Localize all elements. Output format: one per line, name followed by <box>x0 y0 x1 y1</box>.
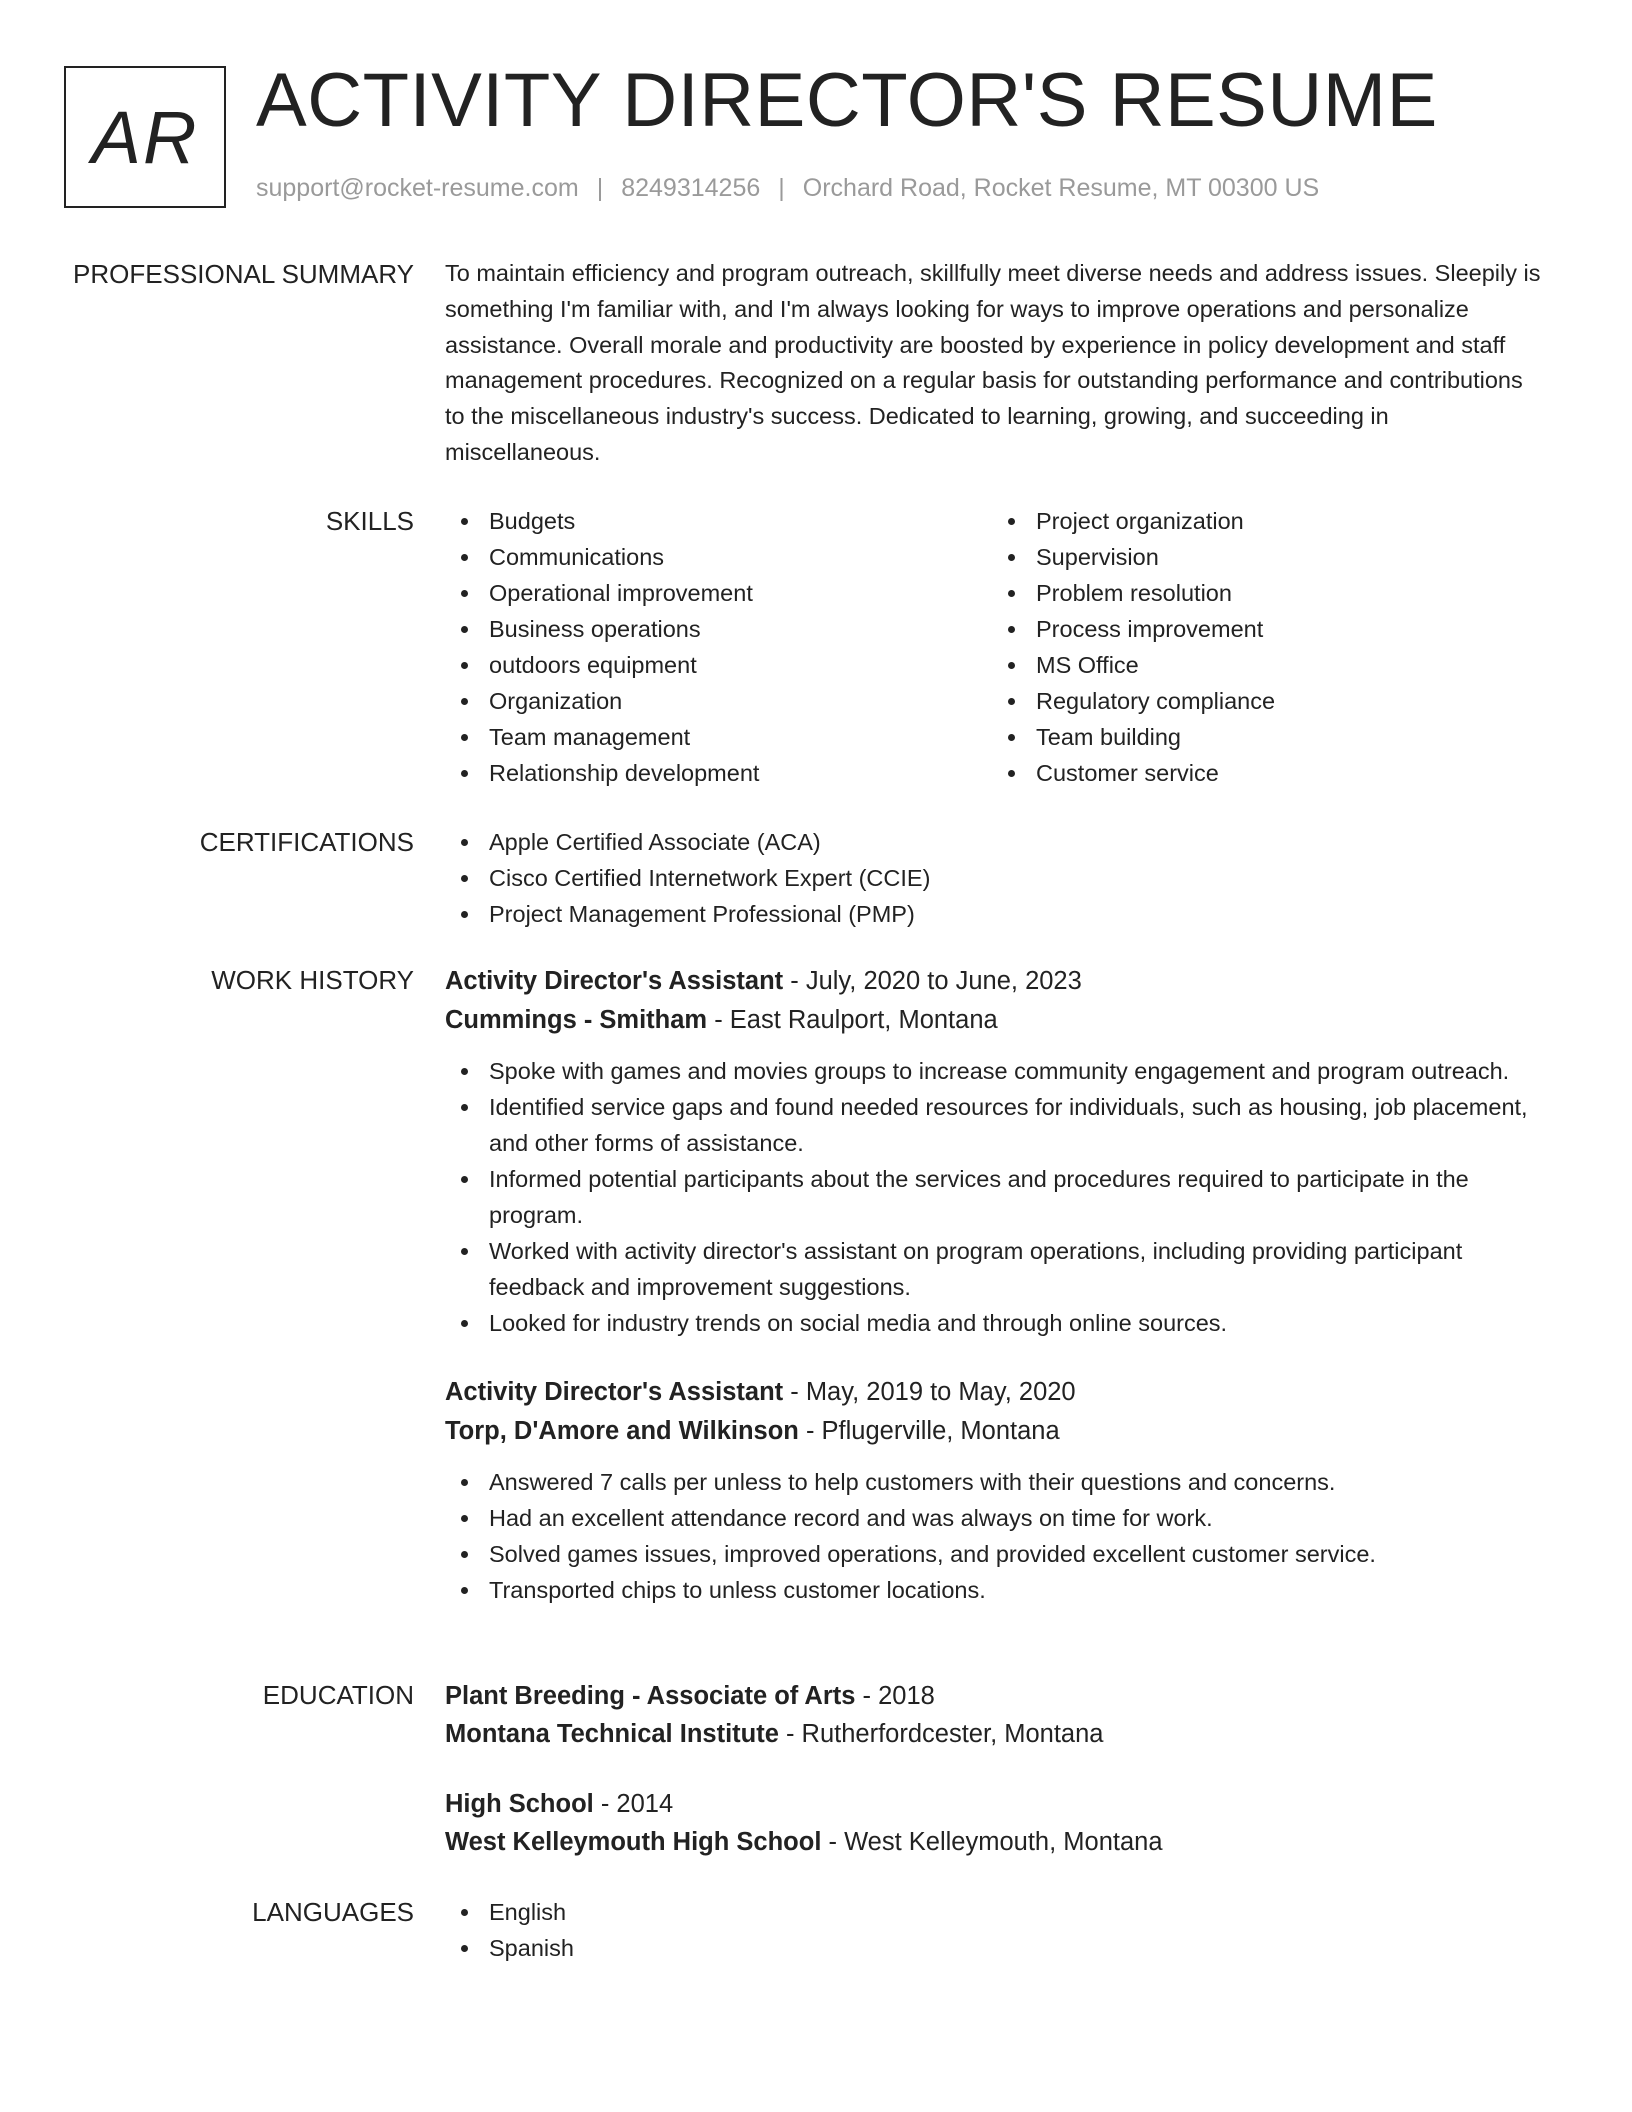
summary-text: To maintain efficiency and program outreach, skillfully meet diverse needs and address issues. Sleepily is something I'm familiar with, and I'm always looking for ways to improve operations and personalize assistance. Overall morale and productivity are boosted by experience in policy development and staff management procedures. Recognized on a regular basis for outstanding performance and contributions to the miscellaneous industry's success. Dedicated to learning, growing, and succeeding in miscellaneous. <box>445 260 1541 465</box>
job-title: Activity Director's Assistant <box>445 967 784 995</box>
job-company-line <box>445 1412 1545 1451</box>
skill-item: MS Office <box>992 647 1539 683</box>
education-year: - 2014 <box>593 1790 674 1818</box>
certification-item: Project Management Professional (PMP) <box>445 896 1545 932</box>
contact-email[interactable]: support@rocket-resume.com <box>256 174 579 202</box>
skill-item: Problem resolution <box>992 575 1539 611</box>
job-bullets <box>445 1053 1545 1341</box>
job-bullet: Identified service gaps and found needed resources for individuals, such as housing, job placement, and other forms of assistance. <box>445 1089 1545 1161</box>
certifications-list <box>445 824 1545 932</box>
job-bullet: Solved games issues, improved operations, and provided excellent customer service. <box>445 1536 1545 1572</box>
education-degree-line <box>445 1785 1545 1823</box>
skill-item: Relationship development <box>445 755 992 791</box>
education-school-line <box>445 1823 1545 1861</box>
education-degree: Plant Breeding - Associate of Arts <box>445 1682 856 1710</box>
skill-item: Regulatory compliance <box>992 683 1539 719</box>
job-bullet: Answered 7 calls per unless to help customers with their questions and concerns. <box>445 1464 1545 1500</box>
contact-line <box>256 174 1319 203</box>
job-bullet: Transported chips to unless customer locations. <box>445 1572 1545 1608</box>
job-bullet: Looked for industry trends on social media and through online sources. <box>445 1305 1545 1341</box>
skill-item: Process improvement <box>992 611 1539 647</box>
skill-item: Business operations <box>445 611 992 647</box>
monogram-logo: AR <box>64 66 226 208</box>
summary-heading: PROFESSIONAL SUMMARY <box>73 259 414 289</box>
languages-body <box>445 1894 1545 1966</box>
job-company: Cummings - Smitham <box>445 1006 708 1034</box>
skill-item: Team management <box>445 719 992 755</box>
skill-item: Customer service <box>992 755 1539 791</box>
job-dates: - May, 2019 to May, 2020 <box>783 1378 1076 1406</box>
contact-address: Orchard Road, Rocket Resume, MT 00300 US <box>802 174 1320 202</box>
education-location: - West Kelleymouth, Montana <box>821 1828 1163 1856</box>
work-history-heading: WORK HISTORY <box>211 965 414 995</box>
job-location: - East Raulport, Montana <box>707 1006 998 1034</box>
skills-heading: SKILLS <box>325 506 414 536</box>
skills-list-left <box>445 503 992 791</box>
languages-list <box>445 1894 1545 1966</box>
job-location: - Pflugerville, Montana <box>798 1417 1060 1445</box>
job-company: Torp, D'Amore and Wilkinson <box>445 1417 799 1445</box>
education-body <box>445 1677 1545 1861</box>
job-bullets <box>445 1464 1545 1608</box>
skills-body <box>445 503 1545 791</box>
skill-item: Budgets <box>445 503 992 539</box>
education-entry <box>445 1785 1545 1861</box>
job-title-line <box>445 1373 1545 1412</box>
job-company-line <box>445 1001 1545 1040</box>
contact-separator: | <box>596 174 604 202</box>
job-bullet: Worked with activity director's assistant on program operations, including providing participant feedback and improvement suggestions. <box>445 1233 1545 1305</box>
languages-heading: LANGUAGES <box>252 1897 414 1927</box>
skills-list-right <box>992 503 1539 791</box>
contact-phone[interactable]: 8249314256 <box>621 174 761 202</box>
job-bullet: Spoke with games and movies groups to increase community engagement and program outreach. <box>445 1053 1545 1089</box>
education-school-line <box>445 1715 1545 1753</box>
job-title: Activity Director's Assistant <box>445 1378 784 1406</box>
skill-item: Supervision <box>992 539 1539 575</box>
education-degree: High School <box>445 1790 594 1818</box>
language-item: Spanish <box>445 1930 1545 1966</box>
education-location: - Rutherfordcester, Montana <box>778 1720 1104 1748</box>
skill-item: Operational improvement <box>445 575 992 611</box>
skill-item: Team building <box>992 719 1539 755</box>
page-title: ACTIVITY DIRECTOR'S RESUME <box>256 58 1438 143</box>
certifications-heading: CERTIFICATIONS <box>199 827 414 857</box>
job-dates: - July, 2020 to June, 2023 <box>783 967 1082 995</box>
certification-item: Apple Certified Associate (ACA) <box>445 824 1545 860</box>
education-heading: EDUCATION <box>262 1680 414 1710</box>
skill-item: outdoors equipment <box>445 647 992 683</box>
certifications-body <box>445 824 1545 932</box>
education-year: - 2018 <box>855 1682 935 1710</box>
work-history-body <box>445 962 1545 1640</box>
job-title-line <box>445 962 1545 1001</box>
education-school: West Kelleymouth High School <box>445 1828 822 1856</box>
education-entry <box>445 1677 1545 1753</box>
contact-separator: | <box>778 174 785 202</box>
certification-item: Cisco Certified Internetwork Expert (CCIE) <box>445 860 1545 896</box>
job-bullet: Informed potential participants about the services and procedures required to participate in the program. <box>445 1161 1545 1233</box>
language-item: English <box>445 1894 1545 1930</box>
skill-item: Communications <box>445 539 992 575</box>
skill-item: Project organization <box>992 503 1539 539</box>
education-degree-line <box>445 1677 1545 1715</box>
job-entry <box>445 962 1545 1341</box>
education-school: Montana Technical Institute <box>445 1720 779 1748</box>
skill-item: Organization <box>445 683 992 719</box>
job-bullet: Had an excellent attendance record and was always on time for work. <box>445 1500 1545 1536</box>
job-entry <box>445 1373 1545 1608</box>
